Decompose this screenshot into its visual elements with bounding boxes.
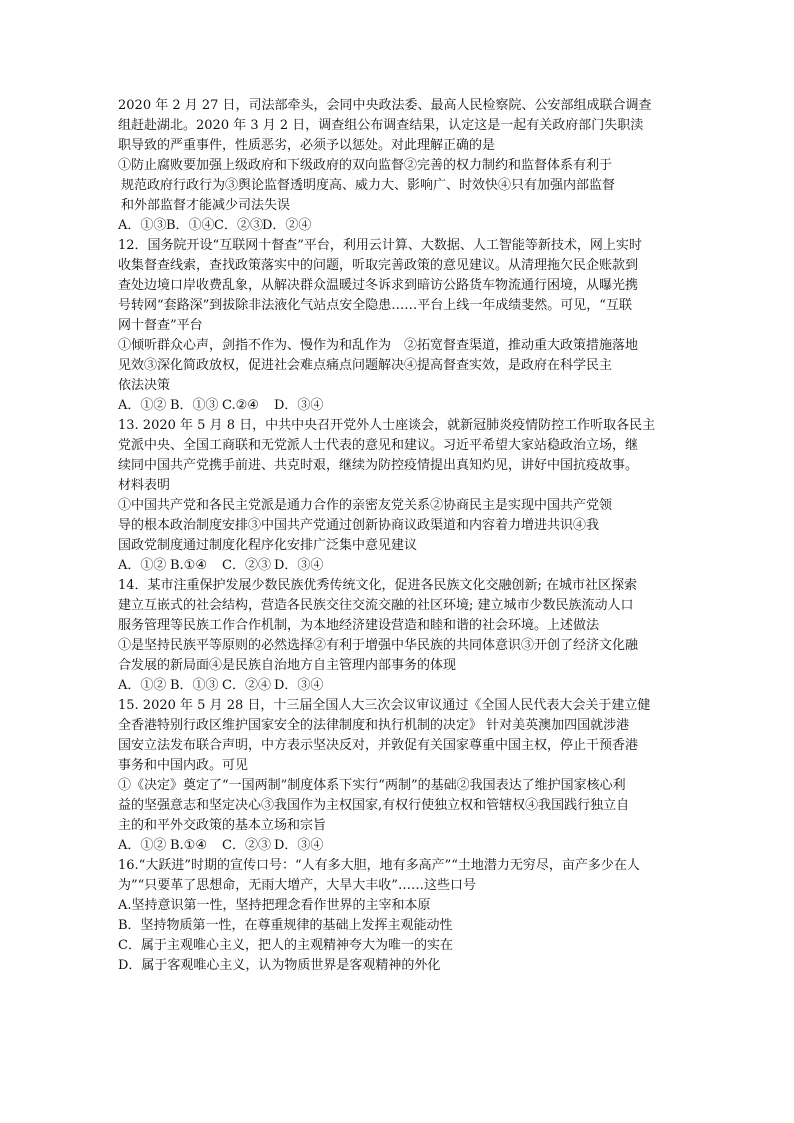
question-text-line: 党派中央、全国工商联和无党派人士代表的意见和建议。习近平希望大家站稳政治立场，继: [118, 438, 639, 453]
option-b[interactable]: B．①③: [170, 678, 219, 693]
question-text-line: 续同中国共产党携手前进、共克时艰，继续为防控疫情提出真知灼见，讲好中国抗疫故事。: [118, 458, 639, 473]
question-11: [118, 96, 684, 236]
option-c[interactable]: C.②④: [222, 398, 259, 413]
answer-options: [118, 836, 684, 856]
question-text-line: 服务管理等民族工作合作机制，为本地经济建设营造和睦和谐的社会环境。上述做法: [118, 618, 600, 633]
statement-line: 依法决策: [118, 378, 171, 393]
question-text-line: 13. 2020 年 5 月 8 日，中共中央召开党外人士座谈会，就新冠肺炎疫情防控工作听取各民主: [118, 418, 656, 433]
option-a[interactable]: A.坚持意识第一性，坚持把理念看作世界的主宰和本原: [118, 898, 431, 913]
question-text-line: 组赶赴湖北。2020 年 3 月 2 日，调查组公布调查结果，认定这是一起有关政府部门失职渎: [118, 118, 644, 133]
question-text-line: 网十督查”平台: [118, 318, 203, 333]
option-a[interactable]: A．①②: [118, 838, 167, 853]
answer-options: [118, 216, 684, 236]
option-d[interactable]: D．②④: [262, 218, 312, 233]
option-d[interactable]: D．③④: [274, 558, 324, 573]
question-text-line: 12．国务院开设“互联网十督查”平台，利用云计算、大数据、人工智能等新技术，网上实时: [118, 238, 642, 253]
option-a[interactable]: A．①②: [118, 678, 167, 693]
option-a[interactable]: A．①②: [118, 398, 167, 413]
statement-line: ①《决定》奠定了“一国两制”制度体系下实行“两制”的基础②我国表达了维护国家核心利: [118, 778, 626, 793]
answer-options: [118, 676, 684, 696]
statement-line: ①中国共产党和各民主党派是通力合作的亲密友党关系②协商民主是实现中国共产党领: [118, 498, 613, 513]
question-text-line: 查处边境口岸收费乱象，从解决群众温暖过冬诉求到暗访公路货车物流通行困境，从曝光携: [118, 278, 639, 293]
question-text-line: 国安立法发布联合声明，中方表示坚决反对，并敦促有关国家尊重中国主权，停止干预香港: [118, 738, 639, 753]
statement-line: 和外部监督才能减少司法失误: [121, 198, 291, 213]
option-d[interactable]: D．属于客观唯心主义，认为物质世界是客观精神的外化: [118, 958, 441, 973]
statement-line: 国政党制度通过制度化程序化安排广泛集中意见建议: [118, 538, 418, 553]
exam-page: [118, 96, 684, 976]
statement-line: ①倾听群众心声，剑指不作为、慢作为和乱作为 ②拓宽督查渠道，推动重大政策措施落地: [118, 338, 639, 353]
statement-line: 主的和平外交政策的基本立场和宗旨: [118, 818, 327, 833]
question-text-line: 建立互嵌式的社会结构，营造各民族交往交流交融的社区环境; 建立城市少数民族流动人口: [118, 598, 634, 613]
question-text-line: 事务和中国内政。可见: [118, 758, 249, 773]
statement-line: ①防止腐败要加强上级政府和下级政府的双向监督②完善的权力制约和监督体系有利于: [118, 158, 613, 173]
statement-line: 合发展的新局面④是民族自治地方自主管理内部事务的体现: [118, 658, 457, 673]
answer-options: [118, 556, 684, 576]
question-text-line: 16.“大跃进”时期的宣传口号：“人有多大胆，地有多高产”“土地潜力无穷尽，亩产多少在人: [118, 858, 640, 873]
option-b[interactable]: B．①④: [166, 218, 215, 233]
question-text-line: 15. 2020 年 5 月 28 日，十三届全国人大三次会议审议通过《全国人民代表大会关于建立健: [118, 698, 651, 713]
question-text-line: 全香港特别行政区维护国家安全的法律制度和执行机制的决定》 针对美英澳加四国就涉港: [118, 718, 630, 733]
option-c[interactable]: C．②④: [222, 678, 271, 693]
statement-line: 规范政府行政行为③舆论监督透明度高、威力大、影响广、时效快④只有加强内部监督: [121, 178, 616, 193]
statement-line: 益的坚强意志和坚定决心③我国作为主权国家,有权行使独立权和管辖权④我国践行独立自: [118, 798, 630, 813]
statement-line: 导的根本政治制度安排③中国共产党通过创新协商议政渠道和内容着力增进共识④我: [118, 518, 600, 533]
question-text-line: 材料表明: [118, 478, 171, 493]
option-b[interactable]: B．坚持物质第一性，在尊重规律的基础上发挥主观能动性: [118, 918, 453, 933]
question-text-line: 2020 年 2 月 27 日，司法部牵头，会同中央政法委、最高人民检察院、公安部组成联合调查: [118, 98, 652, 113]
option-a[interactable]: A．①②: [118, 558, 167, 573]
statement-line: ①是坚持民族平等原则的必然选择②有利于增强中华民族的共同体意识③开创了经济文化融: [118, 638, 639, 653]
question-text-line: 职导致的严重事件，性质恶劣，必须予以惩处。对此理解正确的是: [118, 138, 496, 153]
question-text-line: 号转网“套路深”到拔除非法液化气站点安全隐患……平台上线一年成绩斐然。可见，“互联: [118, 298, 632, 313]
option-c[interactable]: C．②③: [222, 838, 271, 853]
question-15: [118, 696, 684, 856]
question-text-line: 为”“只要革了思想命，无雨大增产，大旱大丰收”……这些口号: [118, 878, 476, 893]
option-d[interactable]: D．③④: [274, 398, 324, 413]
option-d[interactable]: D．③④: [274, 678, 324, 693]
question-12: [118, 236, 684, 416]
answer-options: [118, 396, 684, 416]
option-c[interactable]: C．②③: [214, 218, 263, 233]
question-16: [118, 856, 684, 976]
option-c[interactable]: C．②③: [222, 558, 271, 573]
question-14: [118, 576, 684, 696]
option-b[interactable]: B.①④: [170, 558, 207, 573]
option-d[interactable]: D．③④: [274, 838, 324, 853]
option-c[interactable]: C．属于主观唯心主义，把人的主观精神夸大为唯一的实在: [118, 938, 453, 953]
option-b[interactable]: B．①③: [170, 398, 219, 413]
option-a[interactable]: A．①③: [118, 218, 167, 233]
question-text-line: 收集督查线索，查找政策落实中的问题，听取完善政策的意见建议。从清理拖欠民企账款到: [118, 258, 639, 273]
statement-line: 见效③深化简政放权，促进社会难点痛点问题解决④提高督查实效，是政府在科学民主: [118, 358, 613, 373]
option-b[interactable]: B.①④: [170, 838, 207, 853]
question-text-line: 14．某市注重保护发展少数民族优秀传统文化，促进各民族文化交融创新; 在城市社区探索: [118, 578, 638, 593]
question-13: [118, 416, 684, 576]
